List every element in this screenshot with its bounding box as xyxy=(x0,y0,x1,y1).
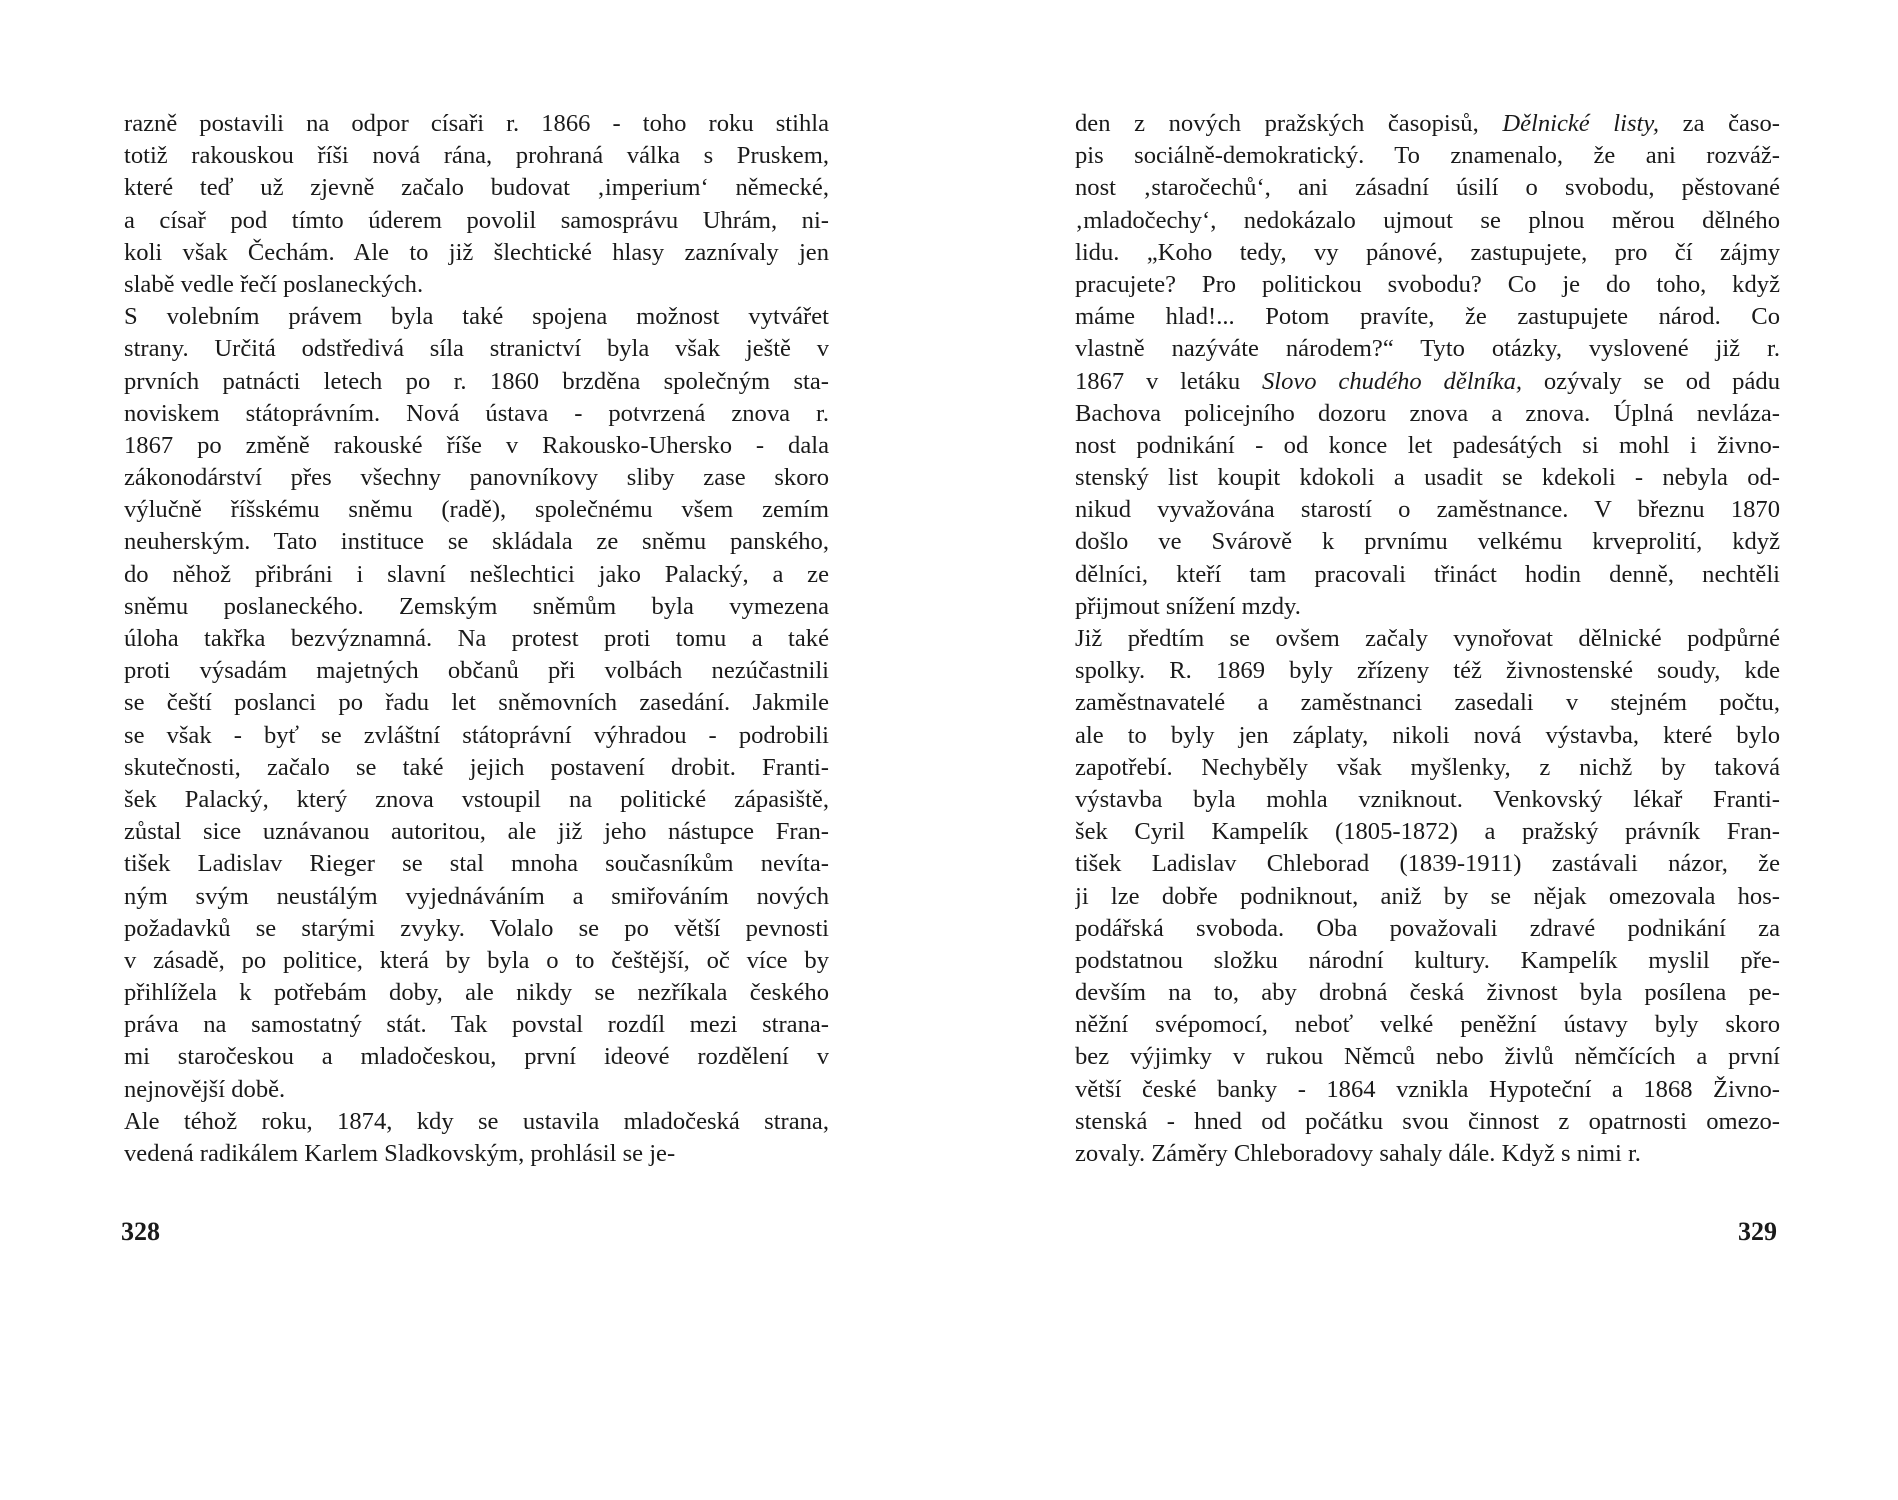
right-page-text xyxy=(1075,108,1780,1170)
text-segment: výstavba byla mohla vzniknout. Venkovský lékař Franti- xyxy=(1075,785,1780,813)
text-segment: přijmout snížení mzdy. xyxy=(1075,592,1301,620)
text-line xyxy=(1075,172,1780,204)
text-line: vedená radikálem Karlem Sladkovským, prohlásil se je- xyxy=(124,1140,676,1167)
text-segment: vlastně nazýváte národem?“ Tyto otázky, vyslovené již r. xyxy=(1075,335,1780,363)
text-segment: devším na to, aby drobná česká živnost byla posílena pe- xyxy=(1075,979,1780,1007)
text-segment: zaměstnavatelé a zaměstnanci zasedali v stejném počtu, xyxy=(1075,689,1780,717)
text-line: tišek Ladislav Rieger se stal mnoha současníkům nevíta- xyxy=(124,850,829,878)
text-segment: dělníci, kteří tam pracovali třináct hodin denně, nechtěli xyxy=(1075,560,1780,588)
text-line xyxy=(1075,687,1780,719)
text-line xyxy=(1075,623,1780,655)
text-line xyxy=(1075,366,1780,398)
text-line: práva na samostatný stát. Tak povstal rozdíl mezi strana- xyxy=(124,1011,829,1039)
text-line xyxy=(1075,430,1780,462)
text-segment: podářská svoboda. Oba považovali zdravé podnikání za xyxy=(1075,914,1780,942)
text-line: zůstal sice uznávanou autoritou, ale již jeho nástupce Fran- xyxy=(124,818,829,846)
text-line: šek Palacký, který znova vstoupil na politické zápasiště, xyxy=(124,785,829,813)
text-segment: den z nových pražských časopisů, xyxy=(1075,110,1503,137)
text-segment: větší české banky - 1864 vznikla Hypoteční a 1868 Živno- xyxy=(1075,1075,1780,1103)
text-line xyxy=(1075,913,1780,945)
text-line: výlučně říšskému sněmu (radě), společnému všem zemím xyxy=(124,496,829,524)
text-line: S volebním právem byla také spojena možnost vytvářet xyxy=(124,303,829,331)
text-segment: bez výjimky v rukou Němců nebo živlů němčících a první xyxy=(1075,1043,1780,1071)
text-line: Ale téhož roku, 1874, kdy se ustavila mladočeská strana, xyxy=(124,1107,829,1135)
text-line: do něhož přibráni i slavní nešlechtici jako Palacký, a ze xyxy=(124,560,829,588)
text-segment: podstatnou složku národní kultury. Kampelík myslil pře- xyxy=(1075,946,1780,974)
text-line xyxy=(1075,526,1780,558)
text-line xyxy=(1075,881,1780,913)
text-line xyxy=(1075,816,1780,848)
text-line xyxy=(1075,784,1780,816)
text-line xyxy=(1075,1009,1780,1041)
text-segment: ozývaly se od pádu xyxy=(1522,367,1780,395)
text-line: se však - byť se zvláštní státoprávní výhradou - podrobili xyxy=(124,721,829,749)
text-line xyxy=(1075,752,1780,784)
text-line xyxy=(1075,398,1780,430)
text-segment: došlo ve Svárově k prvnímu velkému krveprolití, když xyxy=(1075,528,1780,556)
text-line: ným svým neustálým vyjednáváním a smiřováním nových xyxy=(124,882,829,910)
text-segment: pracujete? Pro politickou svobodu? Co je do toho, když xyxy=(1075,270,1780,298)
left-page-number: 328 xyxy=(121,1217,160,1246)
text-line xyxy=(1075,108,1780,140)
text-line xyxy=(1075,559,1780,591)
text-line xyxy=(1075,494,1780,526)
text-line xyxy=(1075,237,1780,269)
text-segment: ale to byly jen záplaty, nikoli nová výstavba, které bylo xyxy=(1075,721,1780,749)
text-line: požadavků se starými zvyky. Volalo se po větší pevnosti xyxy=(124,914,829,942)
text-line xyxy=(1075,1138,1780,1170)
text-line xyxy=(1075,655,1780,687)
text-line: koli však Čechám. Ale to již šlechtické hlasy zaznívaly jen xyxy=(124,238,829,266)
text-segment: zovaly. Záměry Chleboradovy sahaly dále. Když s nimi r. xyxy=(1075,1140,1641,1167)
text-line xyxy=(1075,1106,1780,1138)
text-line: totiž rakouskou říši nová rána, prohraná válka s Pruskem, xyxy=(124,142,829,170)
text-line: které teď už zjevně začalo budovat ‚imperium‘ německé, xyxy=(124,174,829,202)
text-segment: nost ‚staročechů‘, ani zásadní úsilí o svobodu, pěstované xyxy=(1075,174,1780,202)
left-page-text xyxy=(124,108,829,1170)
text-line xyxy=(1075,848,1780,880)
text-line xyxy=(1075,462,1780,494)
text-segment: máme hlad!... Potom pravíte, že zastupujete národ. Co xyxy=(1075,303,1780,331)
text-segment: nikud vyvažována starostí o zaměstnance. V březnu 1870 xyxy=(1075,496,1780,524)
text-line: 1867 po změně rakouské říše v Rakousko-Uhersko - dala xyxy=(124,431,829,459)
text-segment: za časo- xyxy=(1659,110,1780,137)
text-line: razně postavili na odpor císaři r. 1866 - toho roku stihla xyxy=(124,110,829,137)
text-line xyxy=(1075,269,1780,301)
text-segment: lidu. „Koho tedy, vy pánové, zastupujete, pro čí zájmy xyxy=(1075,238,1780,266)
text-line: úloha takřka bezvýznamná. Na protest proti tomu a také xyxy=(124,625,829,652)
text-line: slabě vedle řečí poslaneckých. xyxy=(124,270,424,298)
text-segment: něžní svépomocí, neboť velké peněžní ústavy byly skoro xyxy=(1075,1011,1780,1039)
text-line xyxy=(1075,140,1780,172)
text-line: přihlížela k potřebám doby, ale nikdy se nezříkala českého xyxy=(124,979,829,1007)
text-segment: 1867 v letáku xyxy=(1075,367,1262,395)
text-segment: stenská - hned od počátku svou činnost z opatrnosti omezo- xyxy=(1075,1107,1780,1135)
text-line: neuherským. Tato instituce se skládala ze sněmu panského, xyxy=(124,528,829,556)
text-line: mi staročeskou a mladočeskou, první ideové rozdělení v xyxy=(124,1043,829,1071)
text-segment: pis sociálně-demokratický. To znamenalo, že ani rozváž- xyxy=(1075,142,1780,170)
right-page-number: 329 xyxy=(1738,1217,1777,1246)
text-line: se čeští poslanci po řadu let sněmovních zasedání. Jakmile xyxy=(124,689,829,717)
text-segment: Bachova policejního dozoru znova a znova. Úplná nevláza- xyxy=(1075,399,1780,427)
text-line xyxy=(1075,205,1780,237)
text-line: sněmu poslaneckého. Zemským sněmům byla vymezena xyxy=(124,592,829,620)
text-segment: šek Cyril Kampelík (1805-1872) a pražský právník Fran- xyxy=(1075,818,1780,846)
text-segment: ‚mladočechy‘, nedokázalo ujmout se plnou měrou dělného xyxy=(1075,206,1780,234)
text-line xyxy=(1075,945,1780,977)
text-line: proti výsadám majetných občanů při volbách nezúčastnili xyxy=(124,657,829,685)
text-segment: tišek Ladislav Chleborad (1839-1911) zastávali názor, že xyxy=(1075,850,1780,878)
text-line: v zásadě, po politice, která by byla o to češtější, oč více by xyxy=(124,946,829,974)
text-line: strany. Určitá odstředivá síla stranictví byla však ještě v xyxy=(124,335,829,363)
text-line: noviskem státoprávním. Nová ústava - potvrzená znova r. xyxy=(124,399,829,427)
text-line: skutečnosti, začalo se také jejich postavení drobit. Franti- xyxy=(124,753,829,781)
text-line xyxy=(1075,977,1780,1009)
text-line: a císař pod tímto úderem povolil samosprávu Uhrám, ni- xyxy=(124,206,829,234)
text-line: nejnovější době. xyxy=(124,1075,286,1103)
text-segment: Již předtím se ovšem začaly vynořovat dělnické podpůrné xyxy=(1075,625,1780,652)
text-line: prvních patnácti letech po r. 1860 brzděna společným sta- xyxy=(124,367,829,395)
text-line: zákonodárství přes všechny panovníkovy sliby zase skoro xyxy=(124,464,829,492)
text-segment: nost podnikání - od konce let padesátých si mohl i živno- xyxy=(1075,431,1780,459)
text-line xyxy=(1075,591,1780,623)
text-line xyxy=(1075,1041,1780,1073)
text-line xyxy=(1075,720,1780,752)
text-segment: zapotřebí. Nechyběly však myšlenky, z nichž by taková xyxy=(1075,753,1780,781)
italic-title: Dělnické listy, xyxy=(1502,110,1660,137)
text-line xyxy=(1075,1074,1780,1106)
text-line xyxy=(1075,333,1780,365)
text-segment: spolky. R. 1869 byly zřízeny též živnostenské soudy, kde xyxy=(1075,657,1780,685)
text-line xyxy=(1075,301,1780,333)
text-segment: stenský list koupit kdokoli a usadit se kdekoli - nebyla od- xyxy=(1075,464,1780,492)
italic-title: Slovo chudého dělníka, xyxy=(1261,367,1523,395)
text-segment: ji lze dobře podniknout, aniž by se nějak omezovala hos- xyxy=(1075,882,1780,910)
